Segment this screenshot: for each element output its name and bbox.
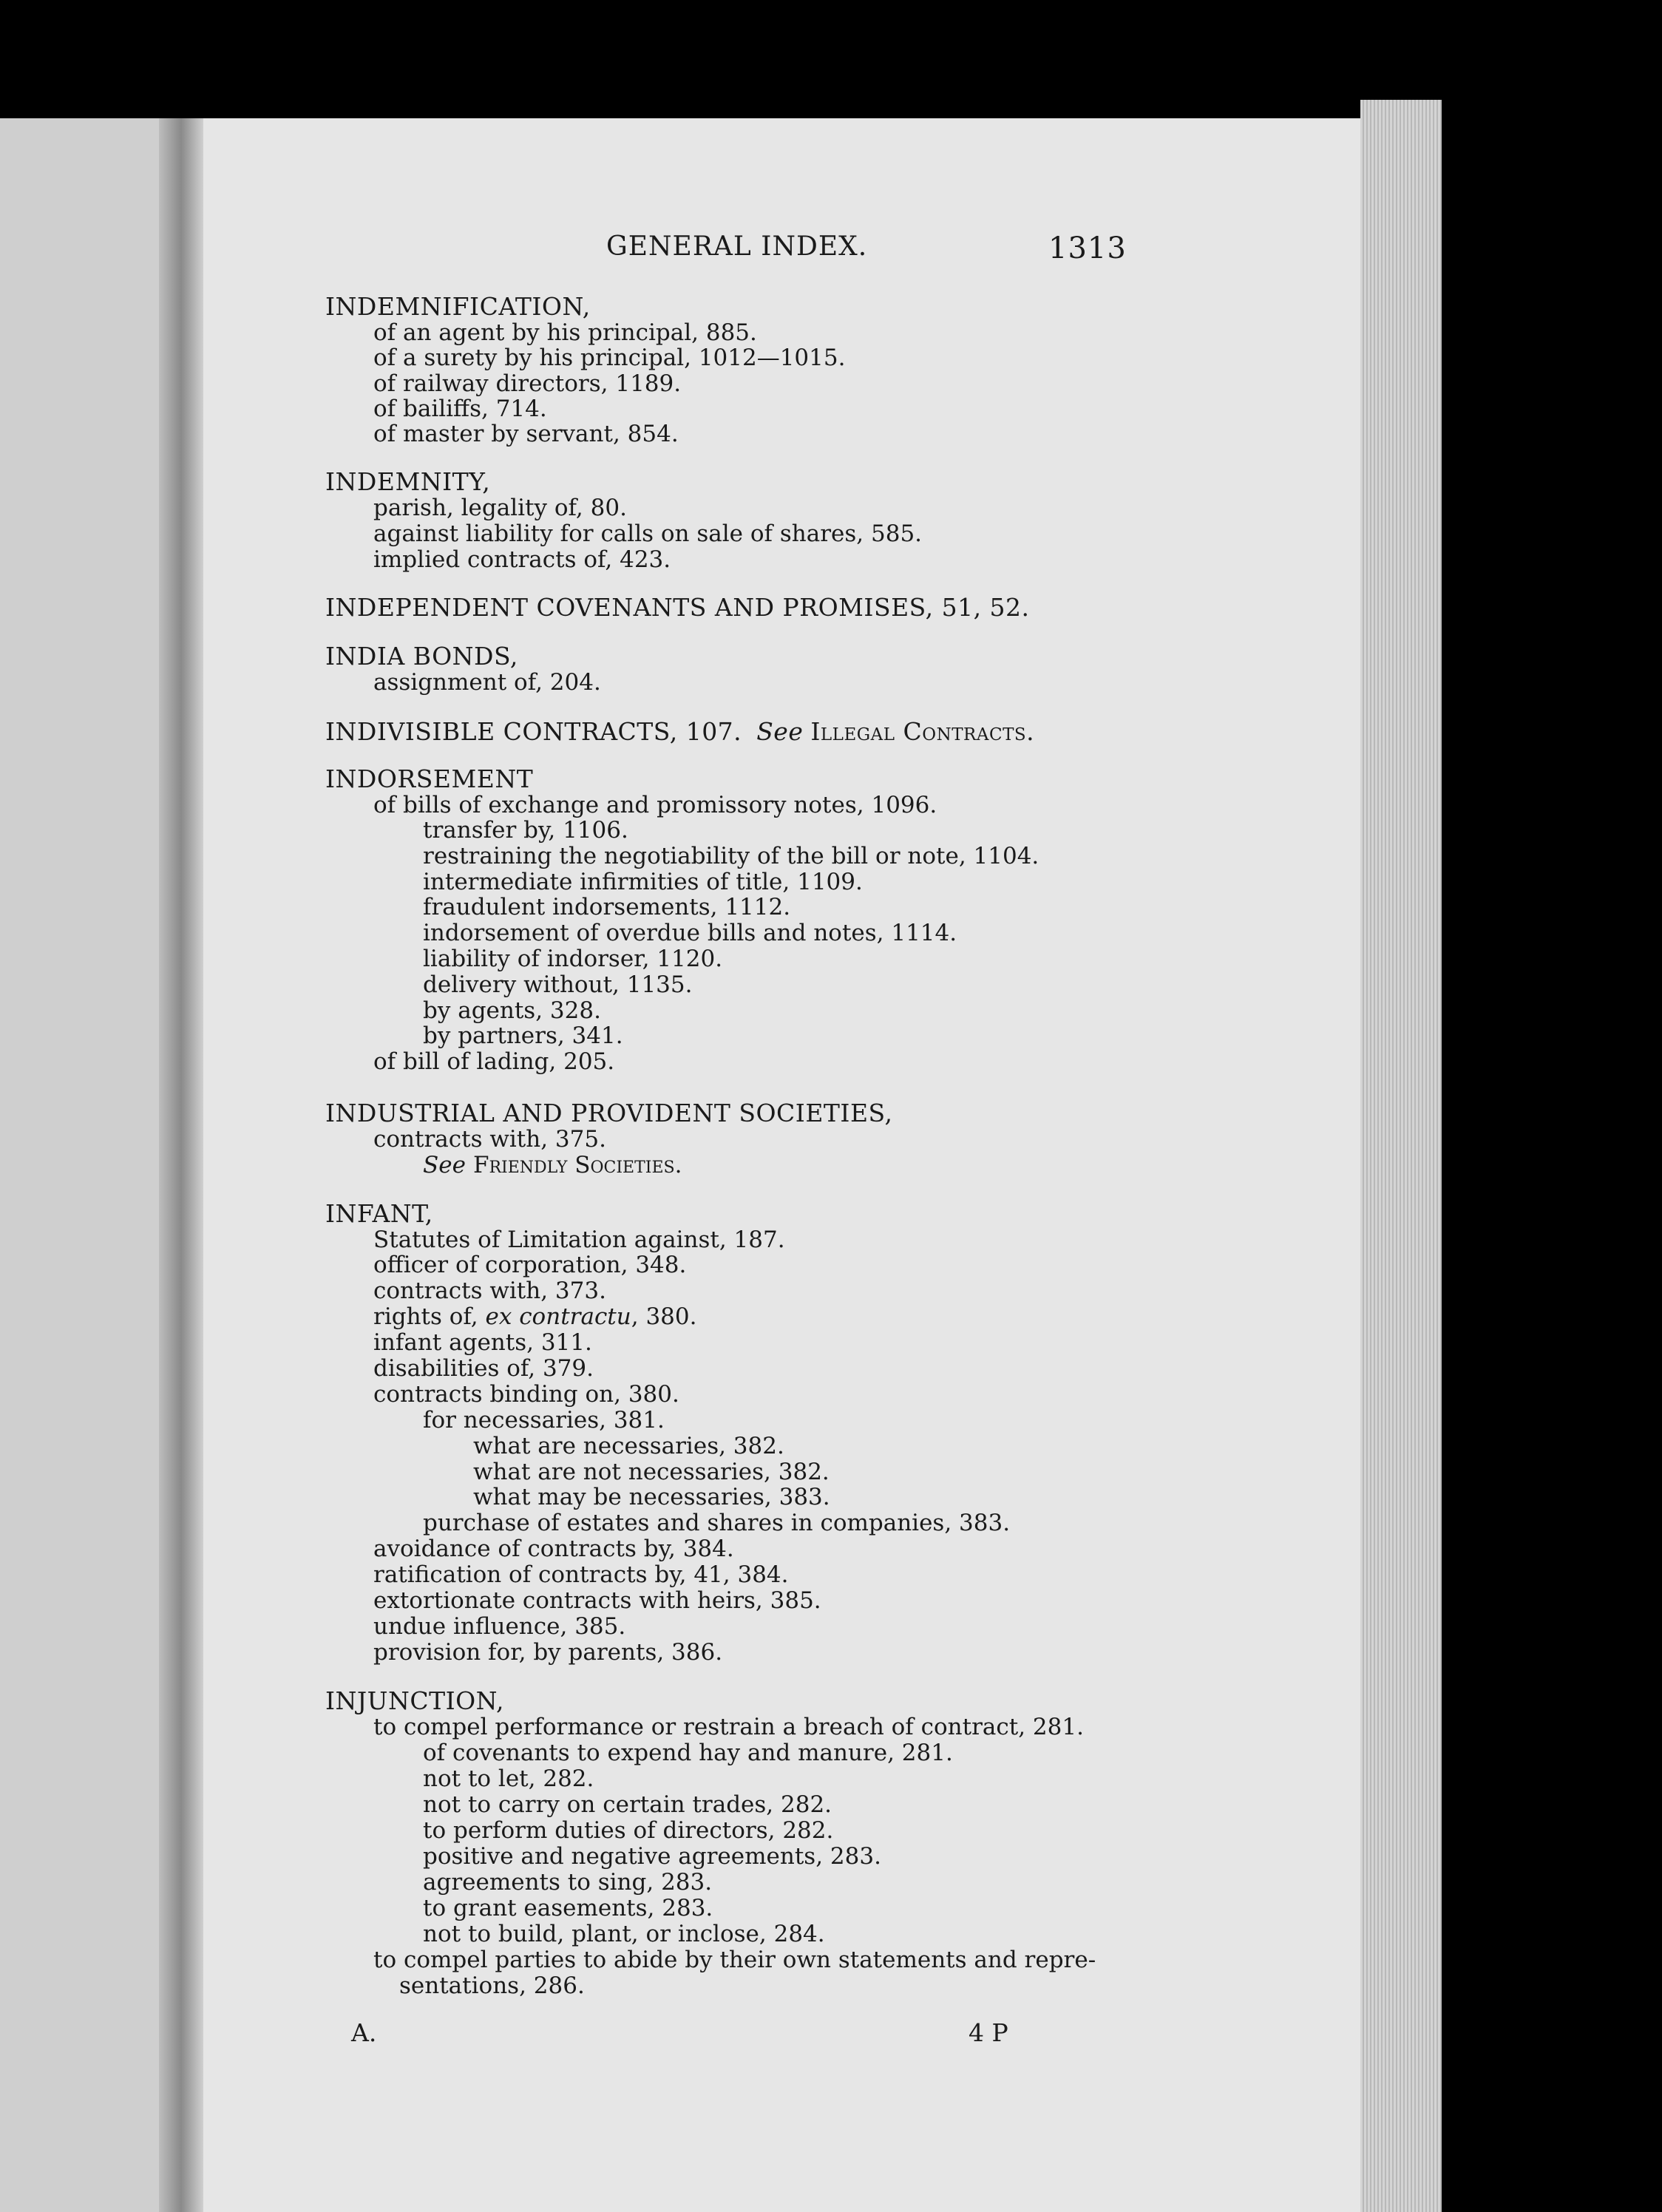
- entry-text: Statutes of Limitation against, 187.: [373, 1227, 785, 1253]
- entry-text: of railway directors, 1189.: [373, 370, 682, 397]
- index-page: [194, 118, 1377, 2212]
- index-heading: [325, 719, 1034, 744]
- see-reference: Friendly Societies.: [472, 1152, 682, 1178]
- entry-text: assignment of, 204.: [373, 669, 601, 696]
- index-subentry: [423, 1792, 832, 1817]
- index-heading: [325, 294, 591, 319]
- entry-text: implied contracts of, 423.: [373, 546, 671, 573]
- see-reference: Illegal Contracts.: [810, 717, 1035, 746]
- index-subentry: [373, 396, 547, 421]
- index-subentry: [373, 1278, 606, 1303]
- index-subentry: [373, 1252, 686, 1278]
- index-subentry: [373, 521, 922, 546]
- index-subentry: [423, 818, 628, 843]
- entry-text: to compel parties to abide by their own statements and repre-: [373, 1947, 1096, 1973]
- entry-text: of master by servant, 854.: [373, 421, 679, 447]
- index-subentry: [423, 920, 957, 946]
- entry-text: by agents, 328.: [423, 997, 601, 1024]
- see-label: See: [423, 1152, 466, 1178]
- see-label: See: [756, 717, 804, 746]
- index-subentry: [473, 1485, 830, 1510]
- entry-text: undue influence, 385.: [373, 1613, 626, 1640]
- entry-text: INFANT,: [325, 1199, 433, 1228]
- index-heading: [325, 595, 1030, 620]
- entry-text: of bill of lading, 205.: [373, 1048, 615, 1075]
- index-subentry: [373, 421, 679, 447]
- entry-text: parish, legality of, 80.: [373, 495, 627, 521]
- entry-text: what may be necessaries, 383.: [473, 1484, 830, 1510]
- entry-text: to compel performance or restrain a breach of contract, 281.: [373, 1714, 1084, 1740]
- page-number: 1313: [1048, 231, 1127, 265]
- entry-text: intermediate infirmities of title, 1109.: [423, 869, 863, 895]
- index-subentry: [423, 895, 790, 920]
- index-subentry: [423, 972, 692, 997]
- index-subentry: [423, 1740, 953, 1765]
- index-subentry: [423, 1844, 881, 1869]
- index-subentry: [373, 1227, 785, 1252]
- entry-text: INDEPENDENT COVENANTS AND PROMISES, 51, 52.: [325, 593, 1030, 622]
- entry-text: officer of corporation, 348.: [373, 1252, 687, 1278]
- entry-text: provision for, by parents, 386.: [373, 1639, 723, 1666]
- entry-text: contracts with, 373.: [373, 1278, 606, 1304]
- index-subentry: [423, 1766, 594, 1791]
- index-subentry: [373, 1588, 821, 1613]
- entry-text: indorsement of overdue bills and notes, 1114.: [423, 920, 957, 946]
- entry-text: of bailiffs, 714.: [373, 396, 547, 422]
- entry-text: INDUSTRIAL AND PROVIDENT SOCIETIES,: [325, 1099, 893, 1127]
- entry-text: contracts with, 375.: [373, 1126, 606, 1153]
- entry-suffix: , 380.: [631, 1303, 697, 1330]
- entry-text: restraining the negotiability of the bill or note, 1104.: [423, 843, 1039, 869]
- entry-text: INDORSEMENT: [325, 764, 534, 793]
- signature-mark-right: 4 P: [969, 2018, 1008, 2047]
- entry-text: positive and negative agreements, 283.: [423, 1843, 881, 1870]
- entry-text: against liability for calls on sale of shares, 585.: [373, 520, 923, 547]
- index-subentry: [423, 1408, 665, 1433]
- entry-text: of covenants to expend hay and manure, 281.: [423, 1740, 953, 1766]
- index-subentry: [373, 1330, 592, 1355]
- index-subentry: [373, 1304, 696, 1329]
- index-subentry: [373, 1614, 625, 1639]
- entry-text: to grant easements, 283.: [423, 1895, 713, 1921]
- entry-text: INDEMNIFICATION,: [325, 292, 591, 321]
- index-subentry: [373, 320, 757, 345]
- index-subentry: [373, 670, 601, 695]
- entry-text: of a surety by his principal, 1012—1015.: [373, 345, 846, 371]
- index-heading: [325, 1201, 433, 1227]
- index-subentry: [399, 1973, 585, 1998]
- entry-text: rights of,: [373, 1303, 486, 1330]
- entry-text: purchase of estates and shares in companies, 383.: [423, 1510, 1011, 1536]
- index-subentry: [473, 1459, 830, 1485]
- index-subentry: [423, 1896, 713, 1921]
- index-subentry: [373, 1640, 722, 1665]
- index-heading: [325, 1686, 504, 1715]
- index-subentry: [423, 1023, 623, 1048]
- index-subentry: [373, 495, 627, 520]
- index-subentry: [423, 998, 601, 1023]
- index-subentry: [373, 371, 681, 396]
- index-subentry: [373, 1382, 679, 1407]
- entry-text: transfer by, 1106.: [423, 817, 628, 844]
- index-subentry: [373, 1947, 1096, 1972]
- entry-text: of an agent by his principal, 885.: [373, 319, 757, 346]
- index-heading: [325, 1101, 892, 1126]
- index-subentry: [373, 1536, 734, 1561]
- entry-text: of bills of exchange and promissory notes, 1096.: [373, 792, 937, 818]
- index-subentry: [423, 1510, 1010, 1536]
- index-subentry: [373, 793, 937, 818]
- entry-text: agreements to sing, 283.: [423, 1869, 713, 1896]
- signature-mark-left: A.: [351, 2018, 377, 2047]
- page-edges: [1360, 100, 1442, 2212]
- index-subentry: [423, 869, 863, 895]
- entry-text: by partners, 341.: [423, 1022, 623, 1049]
- entry-text: what are not necessaries, 382.: [473, 1459, 830, 1485]
- entry-italic: ex contractu: [485, 1303, 631, 1330]
- index-heading: [325, 469, 490, 495]
- entry-text: avoidance of contracts by, 384.: [373, 1536, 734, 1562]
- index-subentry: [373, 345, 845, 370]
- index-subentry: [423, 1870, 712, 1895]
- entry-text: disabilities of, 379.: [373, 1355, 594, 1382]
- book-gutter: [159, 118, 203, 2212]
- index-heading: [325, 764, 534, 793]
- entry-text: to perform duties of directors, 282.: [423, 1817, 834, 1844]
- entry-text: what are necessaries, 382.: [473, 1433, 784, 1459]
- entry-text: contracts binding on, 380.: [373, 1381, 679, 1408]
- entry-text: extortionate contracts with heirs, 385.: [373, 1587, 821, 1614]
- index-subentry: [473, 1434, 784, 1459]
- index-subentry: [423, 946, 722, 971]
- entry-text: INJUNCTION,: [325, 1686, 504, 1715]
- index-subentry: [373, 1049, 614, 1074]
- entry-text: liability of indorser, 1120.: [423, 946, 723, 972]
- index-subentry: [423, 1153, 682, 1178]
- running-title: GENERAL INDEX.: [606, 231, 868, 262]
- index-subentry: [423, 844, 1039, 869]
- index-subentry: [373, 1127, 606, 1152]
- entry-text: fraudulent indorsements, 1112.: [423, 894, 791, 920]
- entry-text: ratification of contracts by, 41, 384.: [373, 1561, 789, 1588]
- index-subentry: [373, 1714, 1084, 1740]
- entry-text: infant agents, 311.: [373, 1329, 592, 1356]
- entry-text: not to let, 282.: [423, 1765, 594, 1792]
- index-subentry: [373, 1356, 594, 1381]
- left-page: [0, 118, 166, 2212]
- entry-text: delivery without, 1135.: [423, 971, 693, 998]
- entry-text: INDIVISIBLE CONTRACTS, 107.: [325, 717, 742, 746]
- entry-text: INDEMNITY,: [325, 467, 491, 496]
- index-subentry: [423, 1818, 833, 1843]
- entry-text: INDIA BONDS,: [325, 642, 518, 671]
- entry-text: sentations, 286.: [399, 1972, 585, 1999]
- index-heading: [325, 644, 518, 669]
- index-subentry: [373, 547, 671, 572]
- entry-text: not to carry on certain trades, 282.: [423, 1791, 832, 1818]
- index-subentry: [373, 1562, 789, 1587]
- index-subentry: [423, 1921, 825, 1947]
- entry-text: not to build, plant, or inclose, 284.: [423, 1921, 825, 1947]
- entry-text: for necessaries, 381.: [423, 1407, 665, 1434]
